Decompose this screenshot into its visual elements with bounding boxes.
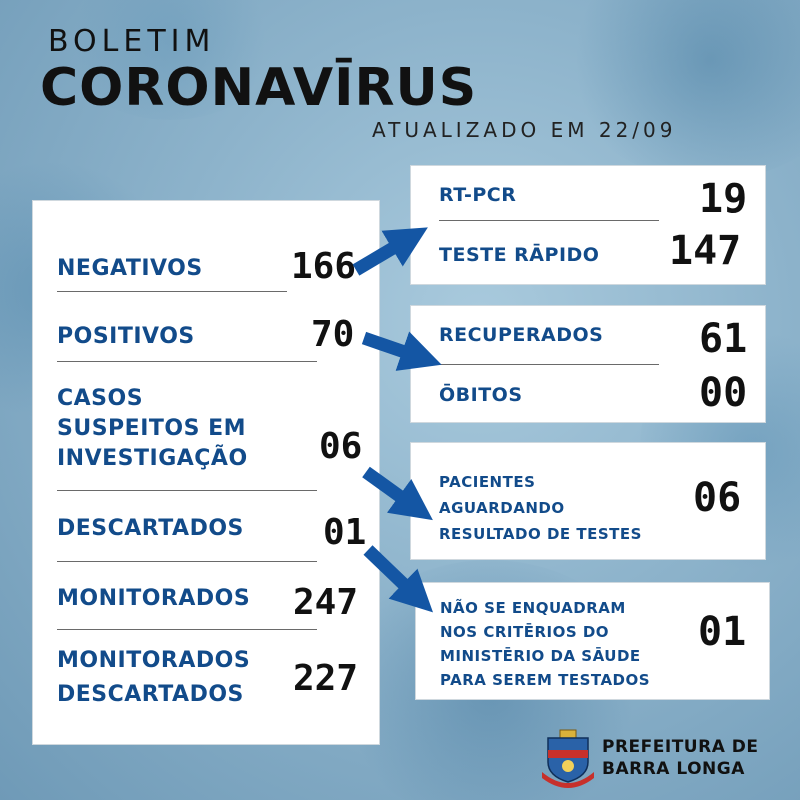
monitored-discarded-label-line1: MONITORADOS <box>57 648 251 673</box>
awaiting-label-line1: PACIENTES <box>439 473 536 491</box>
awaiting-value: 06 <box>693 475 742 521</box>
updated-date: ATUALIZADO EM 22/09 <box>372 118 677 142</box>
suspects-label-line1: CASOS <box>57 386 144 411</box>
recovered-value: 61 <box>699 316 748 362</box>
criteria-label-line2: NOS CRITĒRIOS DO <box>440 623 610 641</box>
negatives-value: 166 <box>291 246 357 287</box>
suspects-label-line2: SUSPEITOS EM <box>57 416 247 441</box>
deaths-value: 00 <box>699 370 748 416</box>
coat-of-arms-icon <box>540 728 596 790</box>
monitored-label: MONITORADOS <box>57 586 251 611</box>
awaiting-label-line2: AGUARDANDO <box>439 499 565 517</box>
logo-text-line2: BARRA LONGA <box>602 759 745 779</box>
monitored-value: 247 <box>293 582 359 623</box>
recovered-label: RECUPERADOS <box>439 324 604 346</box>
discarded-value: 01 <box>323 512 367 553</box>
criteria-label-line1: NÃO SE ENQUADRAM <box>440 599 626 617</box>
page-title: CORONAVĪRUS <box>40 58 478 118</box>
criteria-label-line4: PARA SEREM TESTADOS <box>440 671 651 689</box>
arrow-positives <box>364 338 422 358</box>
discarded-label: DESCARTADOS <box>57 516 244 541</box>
monitored-discarded-value: 227 <box>293 658 359 699</box>
deaths-label: ŌBITOS <box>439 384 523 406</box>
monitored-discarded-label-line2: DESCARTADOS <box>57 682 244 707</box>
arrow-negatives <box>356 238 410 270</box>
negatives-label: NEGATIVOS <box>57 256 203 281</box>
suspects-value: 06 <box>319 426 363 467</box>
criteria-label-line3: MINISTĒRIO DA SĀUDE <box>440 647 641 665</box>
rtpcr-value: 19 <box>699 176 748 222</box>
bulletin-label: BOLETIM <box>48 24 216 59</box>
suspects-label-line3: INVESTIGAÇÃO <box>57 446 248 471</box>
rapid-test-value: 147 <box>669 228 742 274</box>
rtpcr-label: RT-PCR <box>439 184 517 206</box>
rapid-test-label: TESTE RĀPIDO <box>439 244 600 266</box>
arrow-discarded <box>368 550 418 598</box>
logo-text-line1: PREFEITURA DE <box>602 737 759 757</box>
positives-label: POSITIVOS <box>57 324 195 349</box>
city-hall-logo <box>540 728 780 792</box>
awaiting-label-line3: RESULTADO DE TESTES <box>439 525 642 543</box>
arrow-suspects <box>366 472 416 508</box>
criteria-value: 01 <box>698 609 747 655</box>
positives-value: 70 <box>311 314 355 355</box>
